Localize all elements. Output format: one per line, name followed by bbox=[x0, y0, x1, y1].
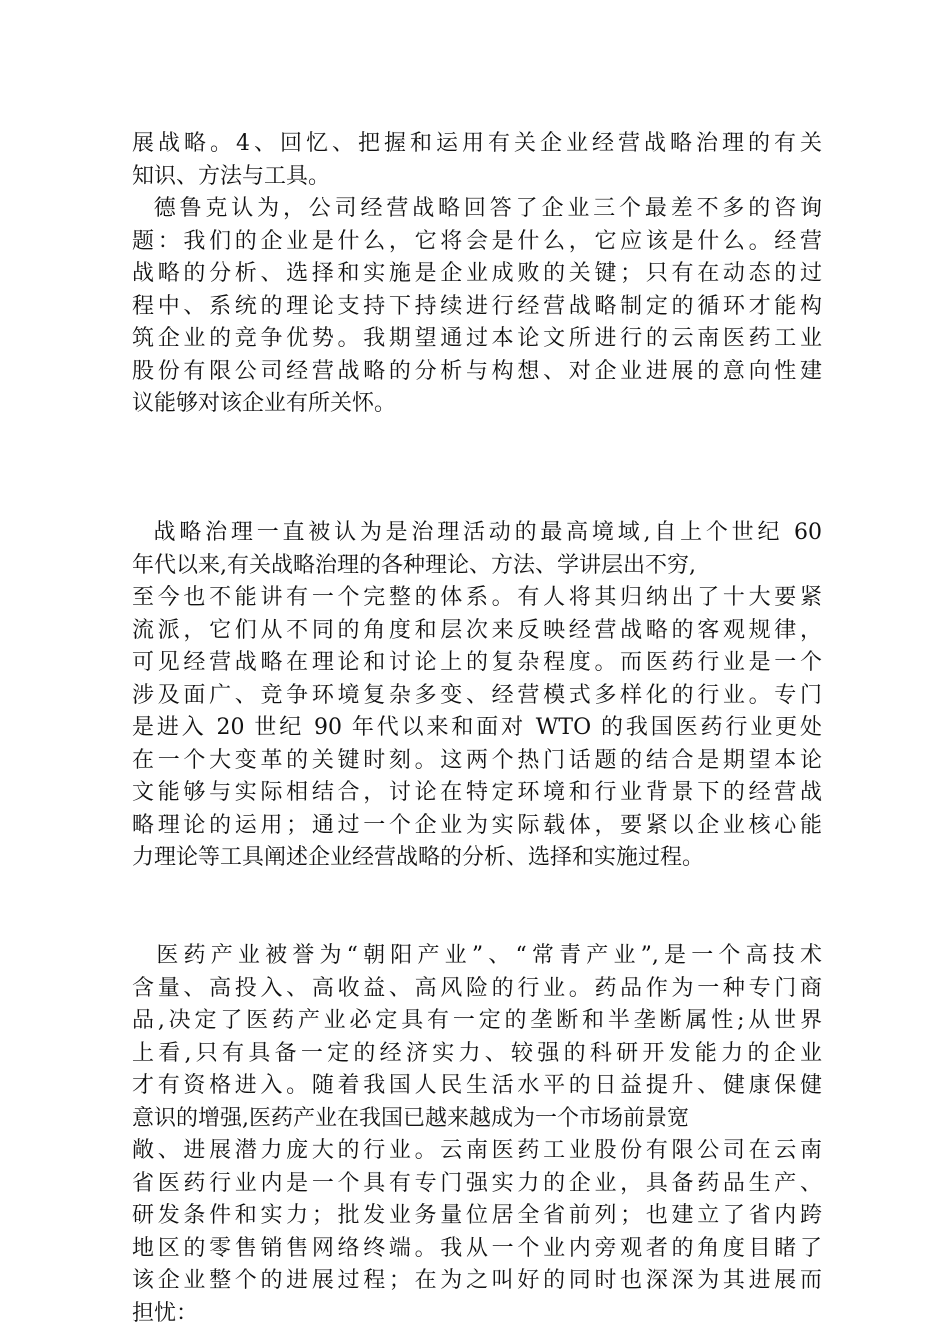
text-line: 题：我们的企业是什么，它将会是什么，它应该是什么。经营 bbox=[132, 228, 822, 254]
text-line: 筑企业的竞争优势。我期望通过本论文所进行的云南医药工业 bbox=[132, 326, 822, 351]
text-line: 战略的分析、选择和实施是企业成败的关键；只有在动态的过 bbox=[132, 261, 822, 286]
text-line: 文能够与实际相结合，讨论在特定环境和行业背景下的经营战 bbox=[132, 780, 822, 805]
paragraph-2 bbox=[132, 193, 822, 421]
text-line: 是进入 20 世纪 90 年代以来和面对 WTO 的我国医药行业更处 bbox=[132, 715, 822, 740]
text-line: 在一个大变革的关键时刻。这两个热门话题的结合是期望本论 bbox=[132, 747, 822, 773]
text-line: 流派，它们从不同的角度和层次来反映经营战略的客观规律， bbox=[132, 617, 822, 643]
document-body bbox=[132, 128, 822, 1330]
text-line: 战略治理一直被认为是治理活动的最高境域,自上个世纪 60 bbox=[132, 520, 822, 545]
text-line: 可见经营战略在理论和讨论上的复杂程度。而医药行业是一个 bbox=[132, 650, 822, 675]
text-line: 研发条件和实力；批发业务量位居全省前列；也建立了省内跨 bbox=[132, 1203, 822, 1228]
text-line: 略理论的运用；通过一个企业为实际载体，要紧以企业核心能 bbox=[132, 812, 822, 838]
text-line: 力理论等工具阐述企业经营战略的分析、选择和实施过程。 bbox=[132, 845, 705, 870]
text-line: 担忧： bbox=[132, 1300, 199, 1326]
text-line: 程中、系统的理论支持下持续进行经营战略制定的循环才能构 bbox=[132, 293, 822, 319]
paragraph-3 bbox=[132, 517, 822, 875]
text-line: 议能够对该企业有所关怀。 bbox=[132, 391, 397, 416]
text-line: 知识、方法与工具。 bbox=[132, 163, 331, 189]
paragraph-4 bbox=[132, 940, 822, 1330]
text-line: 地区的零售销售网络终端。我从一个业内旁观者的角度目睹了 bbox=[132, 1235, 822, 1261]
text-line: 涉及面广、竞争环境复杂多变、经营模式多样化的行业。专门 bbox=[132, 682, 822, 708]
paragraph-1 bbox=[132, 128, 822, 193]
spacer bbox=[132, 421, 822, 485]
text-line: 品,决定了医药产业必定具有一定的垄断和半垄断属性;从世界 bbox=[132, 1008, 822, 1033]
text-line: 才有资格进入。随着我国人民生活水平的日益提升、健康保健 bbox=[132, 1073, 822, 1098]
text-line: 上看,只有具备一定的经济实力、较强的科研开发能力的企业 bbox=[132, 1040, 822, 1066]
text-line: 年代以来,有关战略治理的各种理论、方法、学讲层出不穷, bbox=[132, 552, 696, 578]
text-line: 德鲁克认为，公司经营战略回答了企业三个最差不多的咨询 bbox=[132, 196, 822, 221]
section-heading bbox=[132, 908, 822, 941]
text-line: 医药产业被誉为“朝阳产业”、“常青产业”,是一个高技术 bbox=[132, 943, 822, 968]
text-line: 股份有限公司经营战略的分析与构想、对企业进展的意向性建 bbox=[132, 358, 822, 384]
spacer bbox=[132, 875, 822, 908]
text-line: 敞、进展潜力庞大的行业。云南医药工业股份有限公司在云南 bbox=[132, 1138, 822, 1163]
text-line: 至今也不能讲有一个完整的体系。有人将其归纳出了十大要紧 bbox=[132, 585, 822, 610]
text-line: 该企业整个的进展过程；在为之叫好的同时也深深为其进展而 bbox=[132, 1268, 822, 1293]
text-line: 意识的增强,医药产业在我国已越来越成为一个市场前景宽 bbox=[132, 1105, 689, 1131]
text-line: 展战略。4、回忆、把握和运用有关企业经营战略治理的有关 bbox=[132, 131, 822, 156]
text-line: 省医药行业内是一个具有专门强实力的企业，具备药品生产、 bbox=[132, 1170, 822, 1196]
text-line: 含量、高投入、高收益、高风险的行业。药品作为一种专门商 bbox=[132, 975, 822, 1001]
section-heading bbox=[132, 485, 822, 518]
